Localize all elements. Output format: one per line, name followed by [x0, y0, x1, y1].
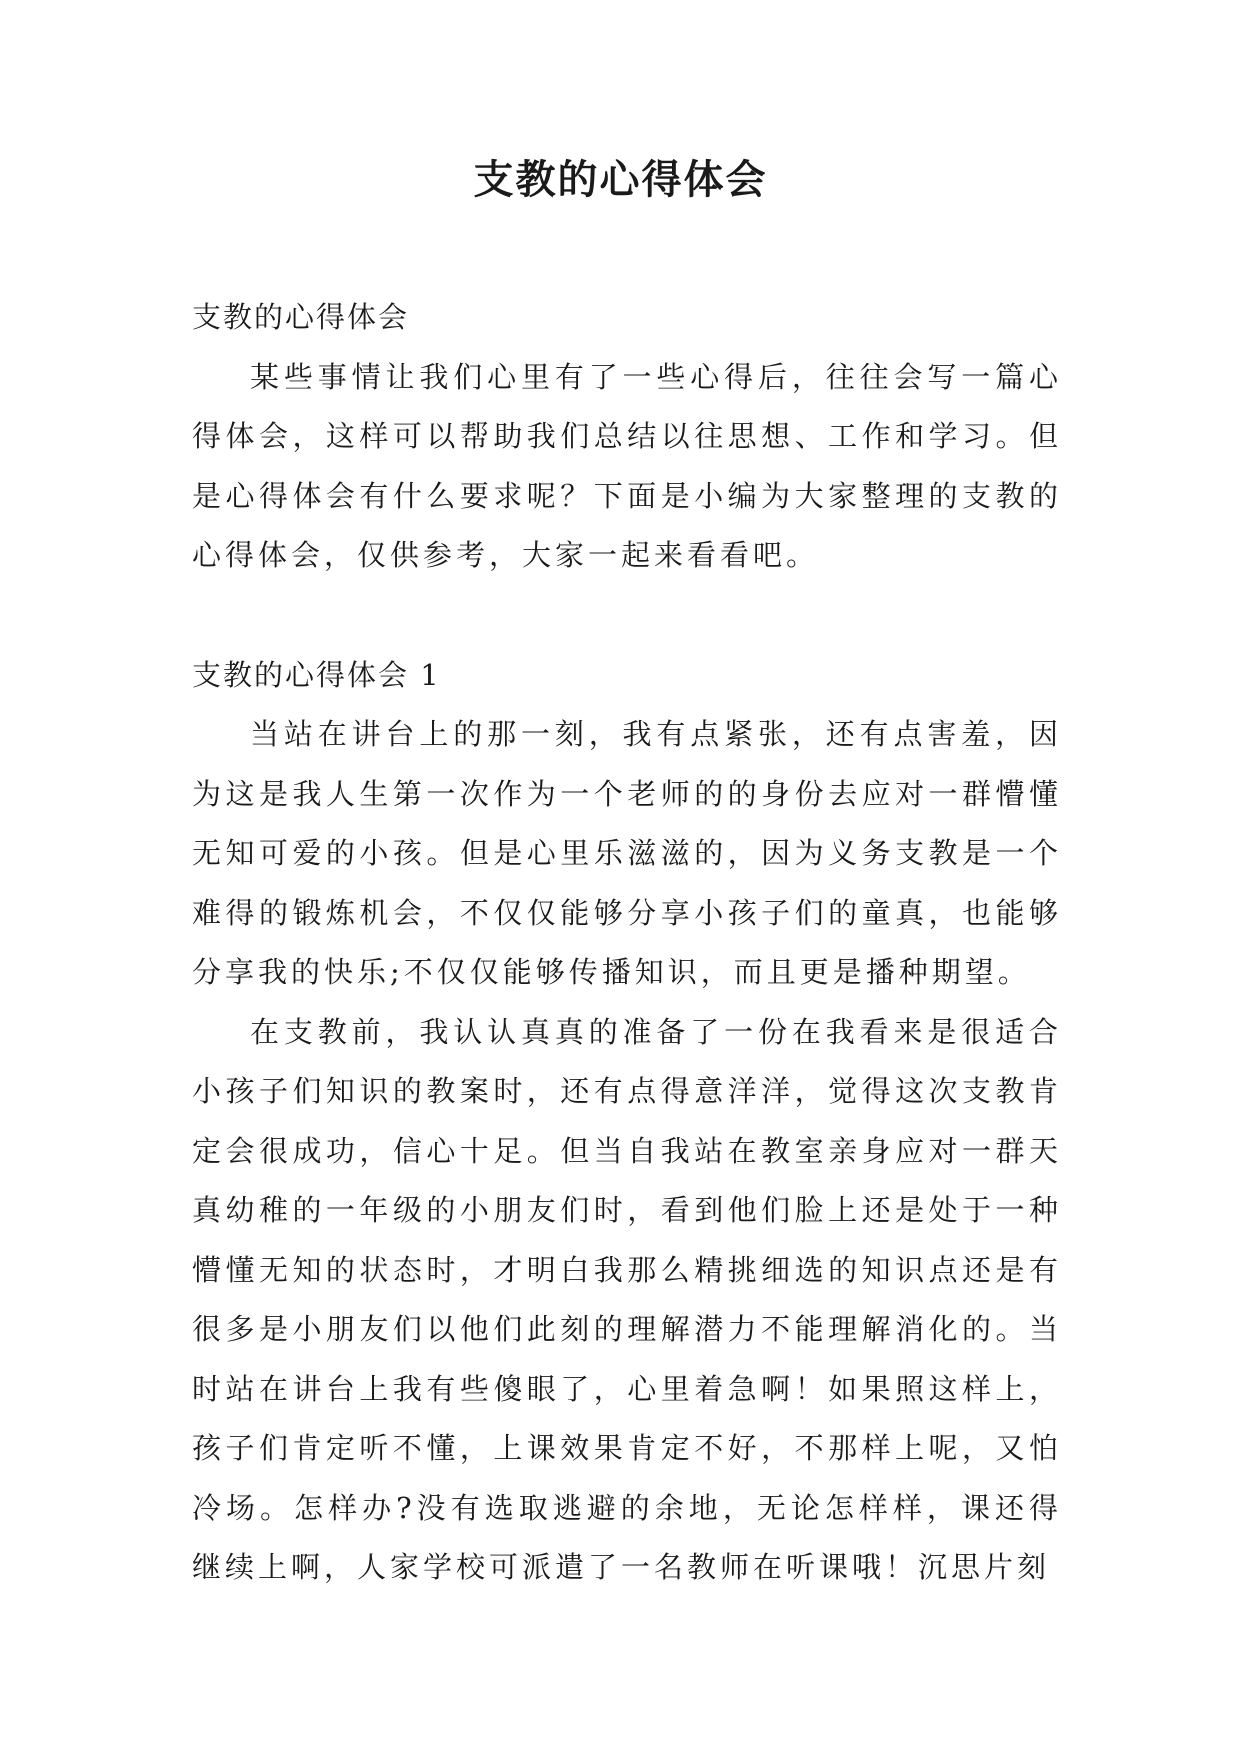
document-body: [192, 288, 1062, 1598]
intro-heading: 支教的心得体会: [192, 300, 410, 334]
section1-paragraph-1: 当站在讲台上的那一刻，我有点紧张，还有点害羞，因为这是我人生第一次作为一个老师的的身份去应对一群懵懂无知可爱的小孩。但是心里乐滋滋的，因为义务支教是一个难得的锻炼机会，不仅仅能够分享小孩子们的童真，也能够分享我的快乐;不仅仅能够传播知识，而且更是播种期望。: [192, 717, 1062, 989]
section-spacer: [192, 586, 1062, 646]
section1-heading: 支教的心得体会 1: [192, 657, 441, 692]
intro-paragraph: 某些事情让我们心里有了一些心得后，往往会写一篇心得体会，这样可以帮助我们总结以往思想、工作和学习。但是心得体会有什么要求呢？下面是小编为大家整理的支教的心得体会，仅供参考，大家一起来看看吧。: [192, 359, 1062, 572]
document-title: 支教的心得体会: [473, 156, 768, 203]
section1-paragraph-2: 在支教前，我认认真真的准备了一份在我看来是很适合小孩子们知识的教案时，还有点得意洋洋，觉得这次支教肯定会很成功，信心十足。但当自我站在教室亲身应对一群天真幼稚的一年级的小朋友们时，看到他们脸上还是处于一种懵懂无知的状态时，才明白我那么精挑细选的知识点还是有很多是小朋友们以他们此刻的理解潜力不能理解消化的。当时站在讲台上我有些傻眼了，心里着急啊！如果照这样上，孩子们肯定听不懂，上课效果肯定不好，不那样上呢，又怕冷场。怎样办?没有选取逃避的余地，无论怎样样，课还得继续上啊，人家学校可派遣了一名教师在听课哦！沉思片刻: [192, 1014, 1062, 1584]
